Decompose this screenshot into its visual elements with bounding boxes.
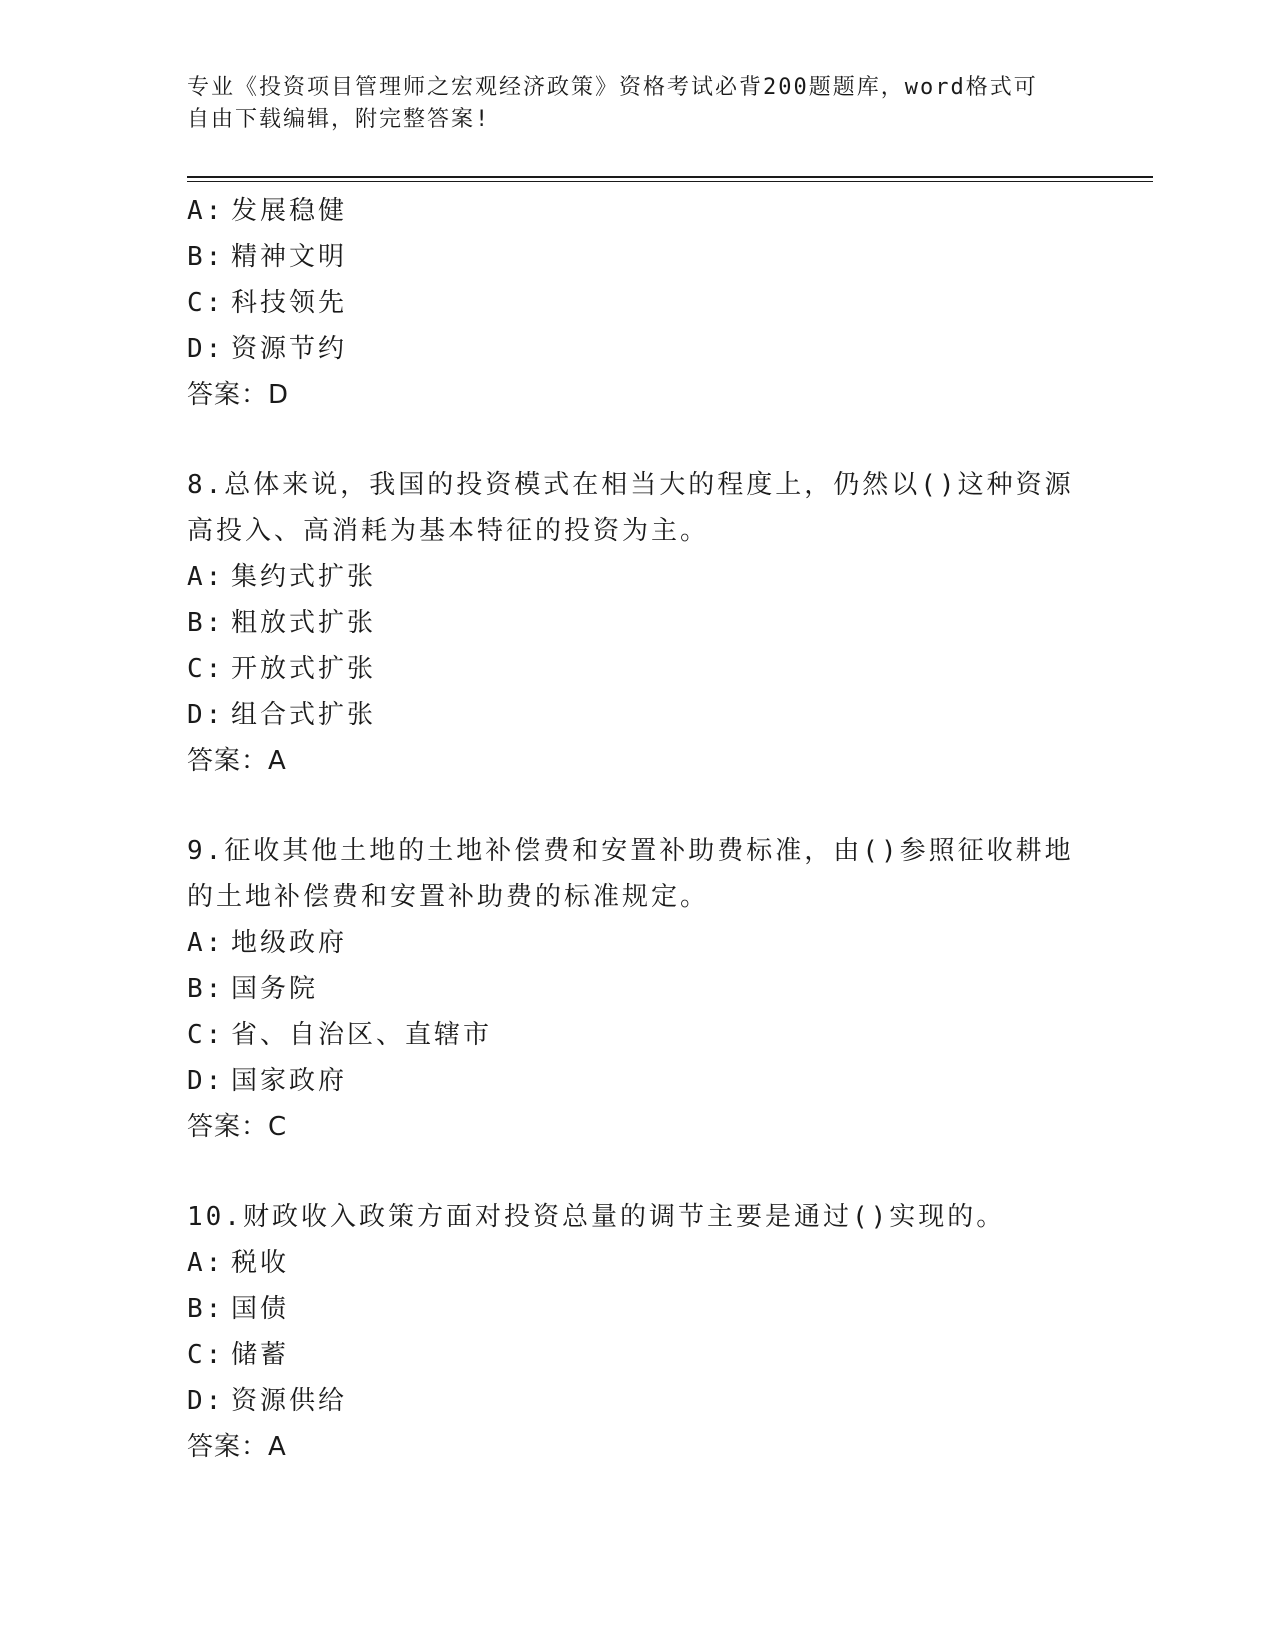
- option-text: 资源供给: [231, 1386, 348, 1416]
- option-letter: C:: [187, 1340, 225, 1370]
- option-text: 组合式扩张: [231, 700, 377, 730]
- option-letter: C:: [187, 654, 225, 684]
- option-letter: B:: [187, 1294, 225, 1324]
- option-letter: D:: [187, 700, 225, 730]
- option-text: 储蓄: [231, 1340, 290, 1370]
- option-b: [187, 1286, 1087, 1332]
- question-text-line-1: 9.征收其他土地的土地补偿费和安置补助费标准，由()参照征收耕地: [187, 836, 1074, 866]
- question-8: [187, 462, 1087, 784]
- spacer: [187, 784, 1087, 828]
- answer-line: 答案：C: [187, 1112, 288, 1142]
- option-d: [187, 1058, 1087, 1104]
- answer-line: 答案：A: [187, 1432, 287, 1462]
- option-letter: B:: [187, 608, 225, 638]
- header-divider-thick: [187, 176, 1153, 178]
- option-a: [187, 920, 1087, 966]
- option-d: [187, 326, 1087, 372]
- question-9: [187, 828, 1087, 1150]
- header-line-2: 自由下载编辑，附完整答案!: [187, 107, 491, 132]
- option-text: 税收: [231, 1248, 290, 1278]
- option-text: 国债: [231, 1294, 290, 1324]
- option-b: [187, 600, 1087, 646]
- option-text: 国家政府: [231, 1066, 348, 1096]
- option-c: [187, 1332, 1087, 1378]
- option-letter: A:: [187, 928, 225, 958]
- spacer: [187, 1150, 1087, 1194]
- option-letter: A:: [187, 196, 225, 226]
- question-text-line-1: 10.财政收入政策方面对投资总量的调节主要是通过()实现的。: [187, 1202, 1006, 1232]
- option-letter: C:: [187, 1020, 225, 1050]
- option-text: 开放式扩张: [231, 654, 377, 684]
- question-list: [187, 188, 1087, 1470]
- question-7: [187, 188, 1087, 418]
- option-a: [187, 188, 1087, 234]
- option-letter: D:: [187, 1066, 225, 1096]
- question-text-line-2: 高投入、高消耗为基本特征的投资为主。: [187, 516, 710, 546]
- option-c: [187, 1012, 1087, 1058]
- option-a: [187, 554, 1087, 600]
- option-text: 资源节约: [231, 334, 348, 364]
- document-header: [187, 72, 1067, 136]
- option-text: 精神文明: [231, 242, 348, 272]
- option-c: [187, 646, 1087, 692]
- option-text: 粗放式扩张: [231, 608, 377, 638]
- option-letter: A:: [187, 1248, 225, 1278]
- option-letter: D:: [187, 334, 225, 364]
- question-10: [187, 1194, 1087, 1470]
- option-c: [187, 280, 1087, 326]
- option-letter: C:: [187, 288, 225, 318]
- option-text: 国务院: [231, 974, 319, 1004]
- option-text: 省、自治区、直辖市: [231, 1020, 493, 1050]
- header-divider-thin: [187, 181, 1153, 182]
- option-b: [187, 966, 1087, 1012]
- option-d: [187, 692, 1087, 738]
- option-text: 科技领先: [231, 288, 348, 318]
- option-text: 发展稳健: [231, 196, 348, 226]
- option-letter: D:: [187, 1386, 225, 1416]
- answer-line: 答案：A: [187, 746, 287, 776]
- question-text-line-2: 的土地补偿费和安置补助费的标准规定。: [187, 882, 710, 912]
- option-letter: B:: [187, 974, 225, 1004]
- answer-line: 答案：D: [187, 380, 290, 410]
- option-text: 集约式扩张: [231, 562, 377, 592]
- option-d: [187, 1378, 1087, 1424]
- header-line-1: 专业《投资项目管理师之宏观经济政策》资格考试必背200题题库，word格式可: [187, 75, 1038, 100]
- option-a: [187, 1240, 1087, 1286]
- option-letter: B:: [187, 242, 225, 272]
- option-letter: A:: [187, 562, 225, 592]
- option-text: 地级政府: [231, 928, 348, 958]
- question-text-line-1: 8.总体来说，我国的投资模式在相当大的程度上，仍然以()这种资源: [187, 470, 1074, 500]
- option-b: [187, 234, 1087, 280]
- spacer: [187, 418, 1087, 462]
